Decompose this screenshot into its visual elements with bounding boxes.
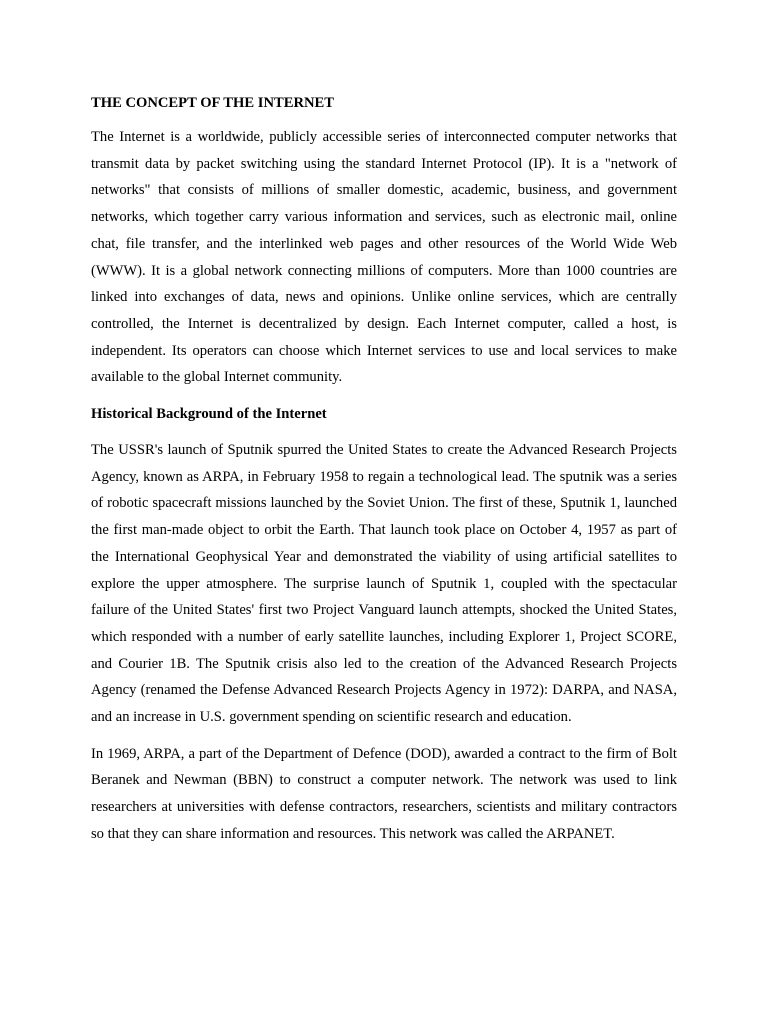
section-heading-history: Historical Background of the Internet	[91, 406, 327, 423]
document-title: THE CONCEPT OF THE INTERNET	[91, 95, 335, 111]
paragraph-internet-concept: The Internet is a worldwide, publicly accessible series of interconnected computer networks that transmit data by packet switching using the standard Internet Protocol (IP). It is a "network of networks" that consists of millions of smaller domestic, academic, business, and government networks, which together carry various information and services, such as electronic mail, online chat, file transfer, and the interlinked web pages and other resources of the World Wide Web (WWW). It is a global network connecting millions of computers. More than 1000 countries are linked into exchanges of data, news and opinions. Unlike online services, which are centrally controlled, the Internet is decentralized by design. Each Internet computer, called a host, is independent. Its operators can choose which Internet services to use and local services to make available to the global Internet community.	[91, 129, 677, 386]
paragraph-arpanet: In 1969, ARPA, a part of the Department of Defence (DOD), awarded a contract to the firm of Bolt Beranek and Newman (BBN) to construct a computer network. The network was used to link researchers at universities with defense contractors, researchers, scientists and military contractors so that they can share information and resources. This network was called the ARPANET.	[91, 745, 677, 842]
document-body	[91, 92, 677, 858]
paragraph-sputnik-arpa: The USSR's launch of Sputnik spurred the United States to create the Advanced Research Projects Agency, known as ARPA, in February 1958 to regain a technological lead. The sputnik was a series of robotic spacecraft missions launched by the Soviet Union. The first of these, Sputnik 1, launched the first man-made object to orbit the Earth. That launch took place on October 4, 1957 as part of the International Geophysical Year and demonstrated the viability of using artificial satellites to explore the upper atmosphere. The surprise launch of Sputnik 1, coupled with the spectacular failure of the United States' first two Project Vanguard launch attempts, shocked the United States, which responded with a number of early satellite launches, including Explorer 1, Project SCORE, and Courier 1B. The Sputnik crisis also led to the creation of the Advanced Research Projects Agency (renamed the Defense Advanced Research Projects Agency in 1972): DARPA, and NASA, and an increase in U.S. government spending on scientific research and education.	[91, 442, 677, 726]
